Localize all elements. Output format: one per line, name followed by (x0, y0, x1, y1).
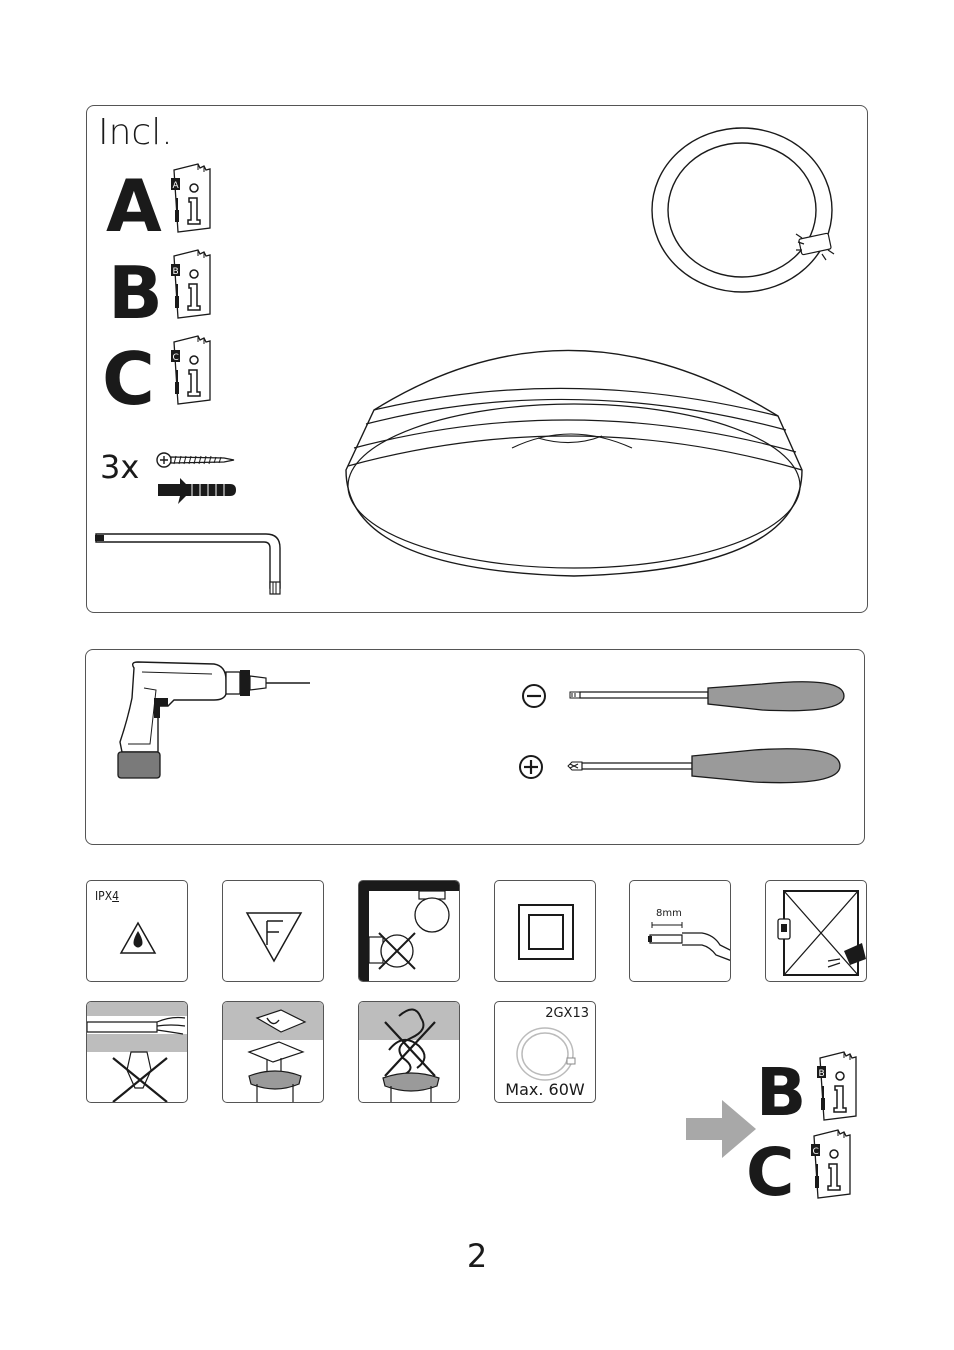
no-wall-mounting-tile (358, 880, 460, 982)
double-insulation-icon (495, 881, 596, 982)
allen-key-icon (94, 530, 286, 598)
f-mark-triangle-icon (223, 881, 324, 982)
lamp-spec-tile (494, 1001, 596, 1103)
included-title: Incl. (98, 112, 173, 153)
next-letter-c: C (746, 1134, 795, 1211)
circular-lamp-tube-icon (650, 126, 836, 296)
manual-tab-c: C (812, 1147, 819, 1157)
next-letter-b: B (756, 1054, 807, 1131)
stripped-wire-icon (630, 881, 731, 982)
page-number: 2 (466, 1237, 488, 1275)
wire-strip-tile (629, 880, 731, 982)
manual-letter-b: B (108, 251, 163, 335)
phillips-screwdriver-icon (564, 744, 846, 788)
no-tangled-wires-tile (358, 1001, 460, 1103)
power-drill-icon (114, 658, 314, 782)
ceiling-luminaire-illustration (340, 320, 810, 582)
no-through-wiring-tile (86, 1001, 188, 1103)
through-wiring-crossed-icon (87, 1002, 188, 1103)
minus-symbol-icon (521, 683, 547, 709)
ip-rating-label: IPX4 (95, 889, 119, 903)
ipx4-tile (86, 880, 188, 982)
class-2-tile (494, 880, 596, 982)
lamp-type-label: 2GX13 (545, 1006, 589, 1021)
manual-tab-b: B (172, 267, 179, 277)
manual-letter-a: A (106, 164, 162, 248)
wall-plug-icon (156, 474, 238, 508)
manual-booklet-icon (168, 162, 214, 234)
screw-icon (154, 448, 238, 472)
manual-booklet-icon (808, 1128, 854, 1200)
max-wattage-label: Max. 60W (505, 1080, 585, 1099)
manual-booklet-icon (168, 248, 214, 320)
ceiling-only-icon (359, 881, 460, 982)
manual-tab-c: C (172, 353, 179, 363)
no-plug-tile (765, 880, 867, 982)
manual-tab-b: B (818, 1069, 825, 1079)
tangled-wires-crossed-icon (359, 1002, 460, 1103)
screw-count: 3x (100, 448, 140, 486)
manual-tab-a: A (172, 181, 179, 191)
f-mark-tile (222, 880, 324, 982)
strip-length-label: 8mm (656, 908, 682, 919)
manual-letter-c: C (102, 337, 155, 421)
crossed-plug-switch-icon (766, 881, 867, 982)
junction-box-tile (222, 1001, 324, 1103)
plus-symbol-icon (518, 754, 544, 780)
flat-screwdriver-icon (566, 674, 848, 718)
junction-box-mount-icon (223, 1002, 324, 1103)
manual-booklet-icon (168, 334, 214, 406)
water-drop-triangle-icon (87, 881, 188, 982)
manual-booklet-icon (814, 1050, 860, 1122)
